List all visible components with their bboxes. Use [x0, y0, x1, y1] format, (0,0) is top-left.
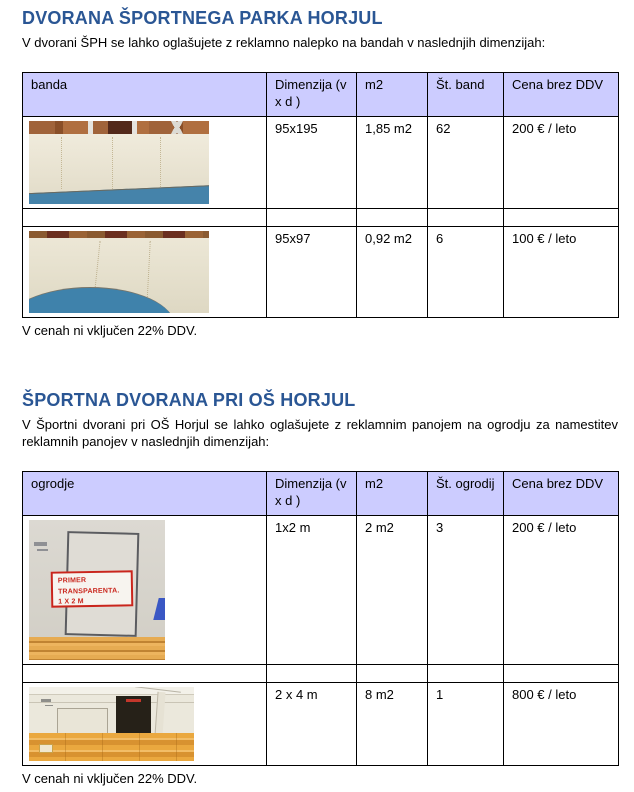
- ogrodje-2x4-photo-cell: [23, 682, 267, 765]
- table1-col-m2: m2: [357, 72, 428, 116]
- spacer-row: [23, 208, 619, 226]
- table1-col-dimenzija: Dimenzija (v x d ): [267, 72, 357, 116]
- white-banda-board: [29, 134, 209, 194]
- section-os-horjul: [22, 390, 618, 786]
- spacer-row: [23, 664, 619, 682]
- table2-header-row: [23, 471, 619, 515]
- table1-col-banda: banda: [23, 72, 267, 116]
- example-banner-label: PRIMER TRANSPARENTA. 1 X 2 M: [50, 571, 132, 609]
- table1-col-cena: Cena brez DDV: [504, 72, 619, 116]
- banda-small-photo: [29, 231, 209, 313]
- table1-row1-dimenzija: 95x195: [267, 116, 357, 208]
- ogrodje-price-table: [22, 471, 619, 766]
- wall-hook: [41, 699, 51, 702]
- banda-small-photo-cell: [23, 226, 267, 317]
- table2-row1-dimenzija: 1x2 m: [267, 515, 357, 664]
- yellow-wall-slats: [29, 733, 194, 761]
- table2-col-m2: m2: [357, 471, 428, 515]
- table1-row1-m2: 1,85 m2: [357, 116, 428, 208]
- section-dvorana-sph: [22, 8, 618, 338]
- table2-row2-cena: 800 € / leto: [504, 682, 619, 765]
- wall-pipe: [155, 692, 166, 737]
- table1-col-st-band: Št. band: [428, 72, 504, 116]
- table2-col-cena: Cena brez DDV: [504, 471, 619, 515]
- table2-col-ogrodje: ogrodje: [23, 471, 267, 515]
- section2-footnote: V cenah ni vključen 22% DDV.: [22, 770, 198, 786]
- blue-mat: [153, 598, 165, 620]
- banda-price-table: [22, 72, 619, 318]
- scoreboard-digits: [126, 699, 141, 702]
- table-row: [23, 515, 619, 664]
- table1-row1-cena: 200 € / leto: [504, 116, 619, 208]
- document-page: [22, 8, 618, 786]
- table1-row1-st-band: 62: [428, 116, 504, 208]
- truss-x-brace: [159, 121, 195, 134]
- section1-footnote: V cenah ni vključen 22% DDV.: [22, 322, 198, 338]
- table1-header-row: [23, 72, 619, 116]
- table2-row2-m2: 8 m2: [357, 682, 428, 765]
- table-row: [23, 682, 619, 765]
- section2-title: ŠPORTNA DVORANA PRI OŠ HORJUL: [22, 389, 356, 410]
- table2-row1-st-ogrodij: 3: [428, 515, 504, 664]
- ogrodje-2x4-photo: [29, 687, 194, 761]
- table1-row2-cena: 100 € / leto: [504, 226, 619, 317]
- section1-intro: V dvorani ŠPH se lahko oglašujete z reklamno nalepko na bandah v naslednjih dimenzijah:: [22, 35, 546, 50]
- wooden-wall: [29, 231, 209, 238]
- table1-row2-dimenzija: 95x97: [267, 226, 357, 317]
- scoreboard: [116, 696, 151, 734]
- section2-intro: V Športni dvorani pri OŠ Horjul se lahko oglašujete z reklamnim panojem na ogrodju za namestitev reklamnih panojev v naslednjih dimenzijah:: [22, 416, 618, 449]
- table1-row2-st-band: 6: [428, 226, 504, 317]
- table2-row2-dimenzija: 2 x 4 m: [267, 682, 357, 765]
- table-row: [23, 226, 619, 317]
- table2-row1-cena: 200 € / leto: [504, 515, 619, 664]
- table-row: [23, 116, 619, 208]
- ogrodje-1x2-photo: [29, 520, 165, 660]
- ogrodje-1x2-photo-cell: [23, 515, 267, 664]
- table2-col-st-ogrodij: Št. ogrodij: [428, 471, 504, 515]
- table2-row2-st-ogrodij: 1: [428, 682, 504, 765]
- orange-wall-slats: [29, 637, 165, 659]
- wall-bracket: [34, 542, 47, 546]
- section1-title: DVORANA ŠPORTNEGA PARKA HORJUL: [22, 8, 383, 28]
- banda-large-photo: [29, 121, 209, 204]
- banda-large-photo-cell: [23, 116, 267, 208]
- table2-col-dimenzija: Dimenzija (v x d ): [267, 471, 357, 515]
- table1-row2-m2: 0,92 m2: [357, 226, 428, 317]
- table2-row1-m2: 2 m2: [357, 515, 428, 664]
